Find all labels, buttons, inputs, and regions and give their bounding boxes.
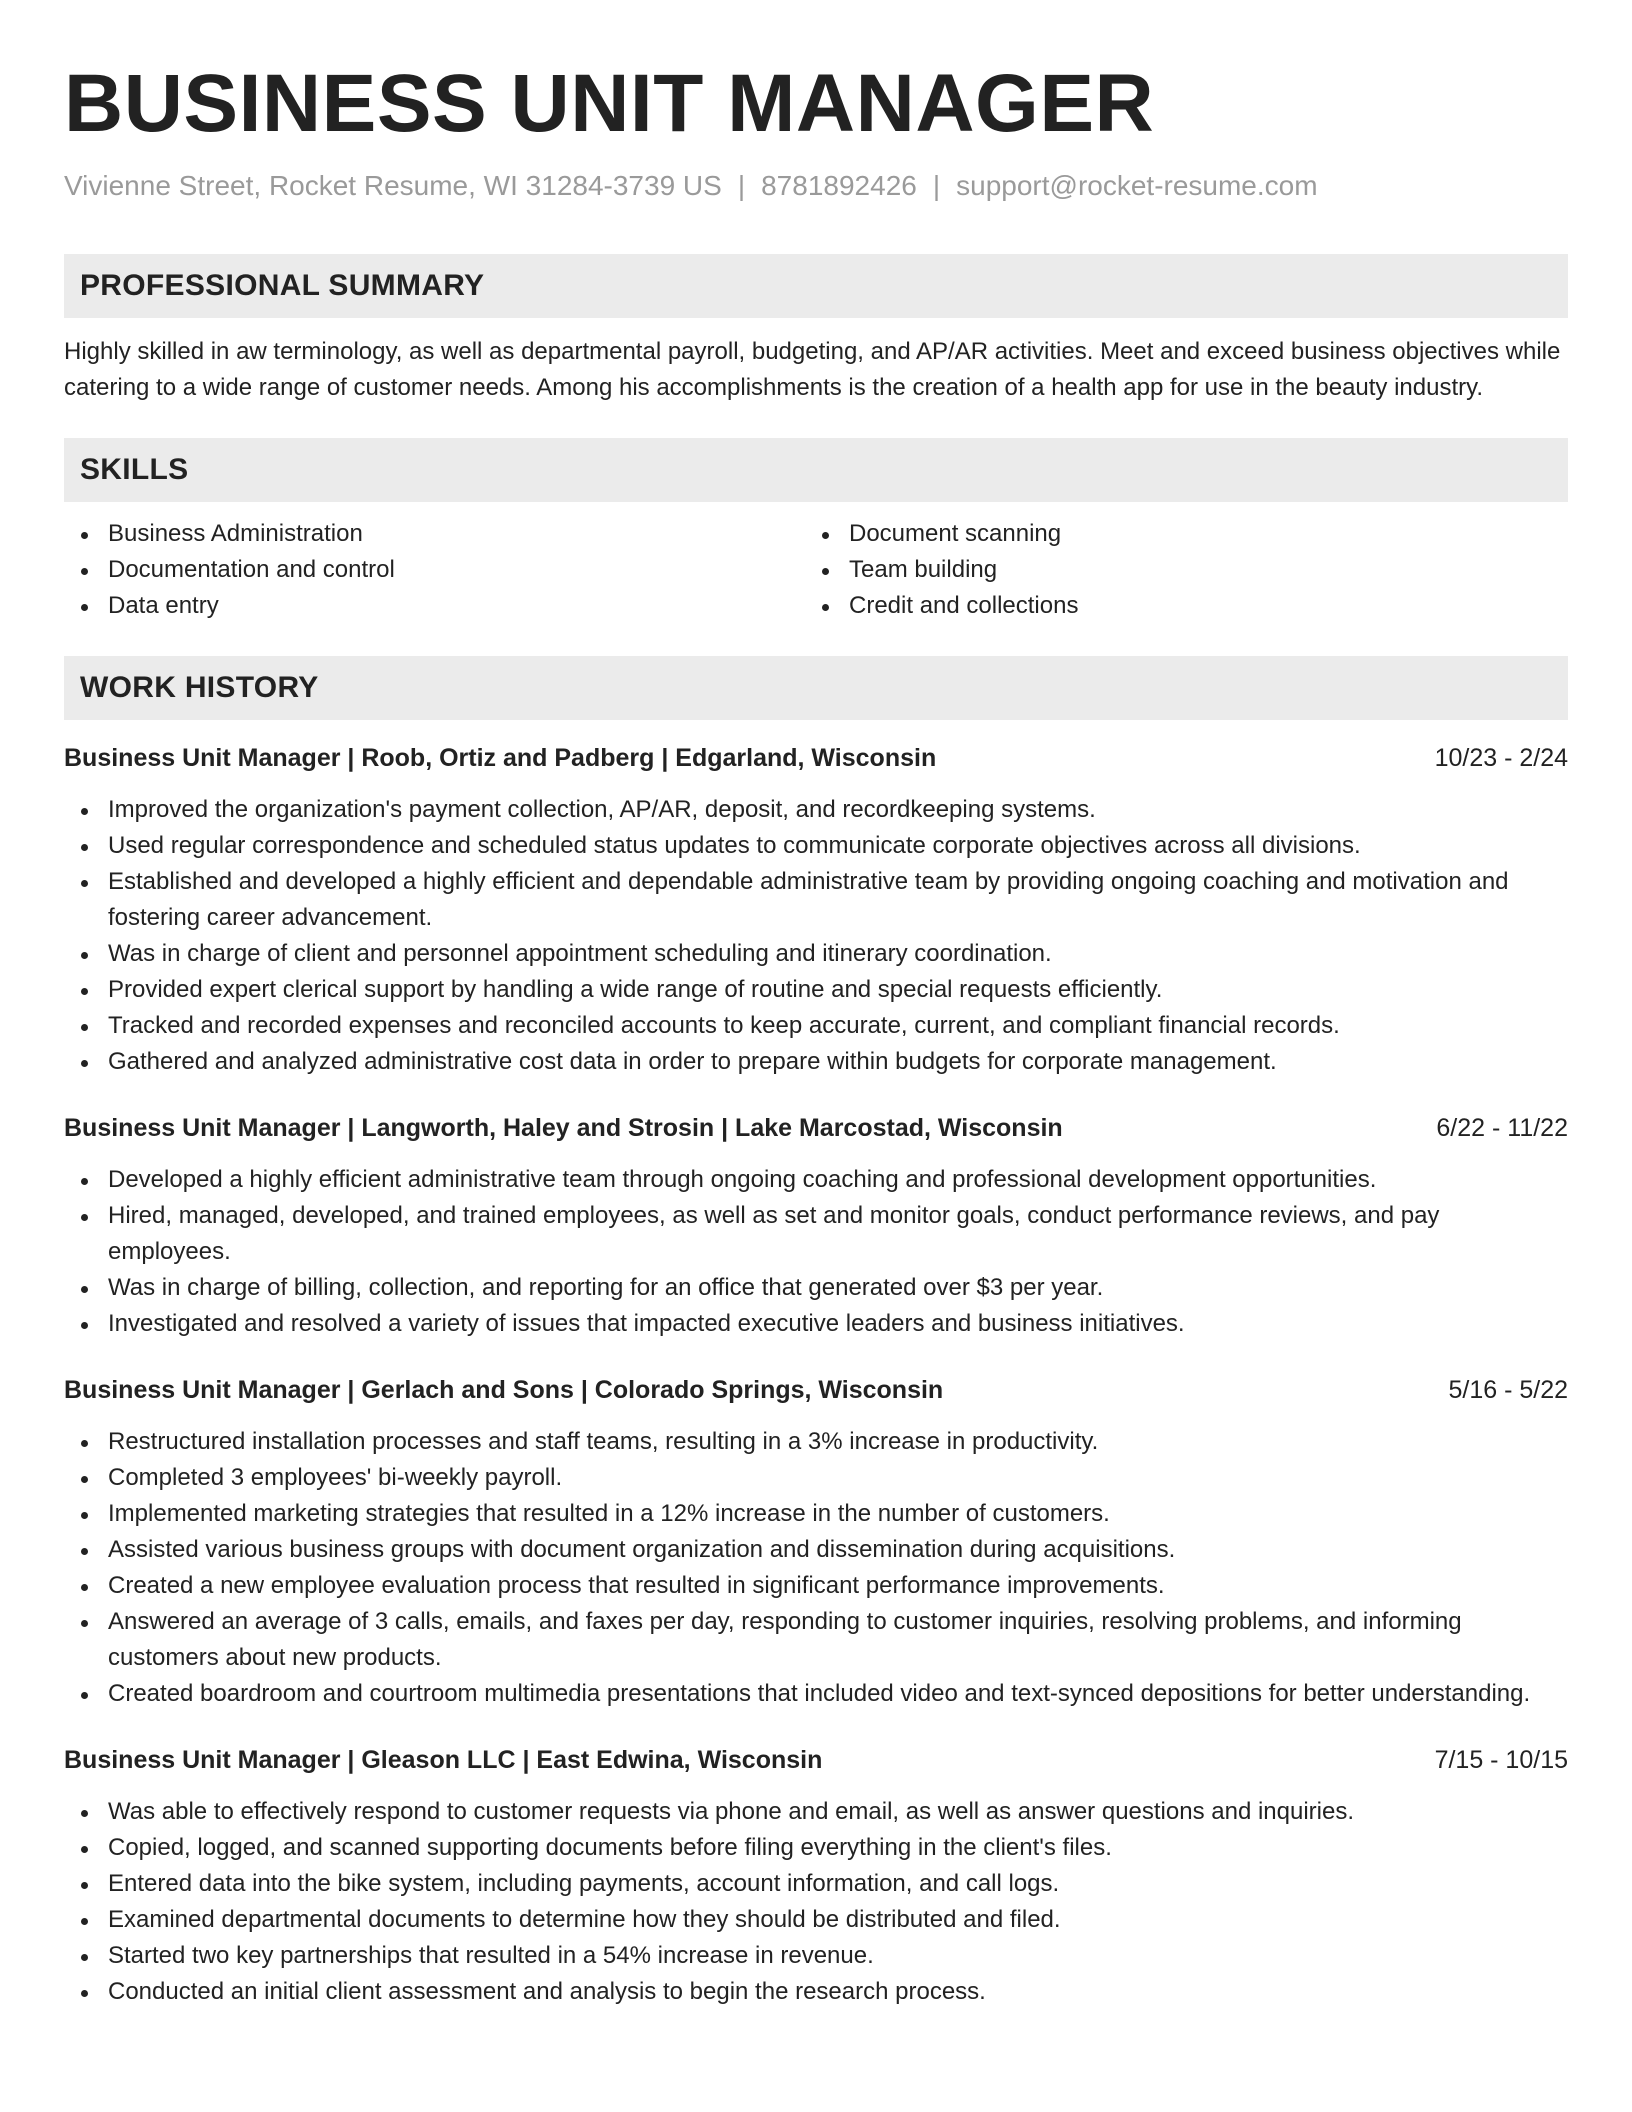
skill-item: Data entry xyxy=(64,588,805,624)
skill-item: Credit and collections xyxy=(805,588,1568,624)
job-entry xyxy=(64,740,1568,1080)
job-title: Business Unit Manager | Gleason LLC | East Edwina, Wisconsin xyxy=(64,1746,823,1774)
job-bullet: Copied, logged, and scanned supporting documents before filing everything in the client's files. xyxy=(64,1830,1568,1866)
job-bullet: Developed a highly efficient administrative team through ongoing coaching and professional development opportunities. xyxy=(64,1162,1568,1198)
contact-line xyxy=(64,168,1568,204)
summary-text: Highly skilled in aw terminology, as well as departmental payroll, budgeting, and AP/AR activities. Meet and exceed business objectives while catering to a wide range of customer needs. Among his accomplishments is the creation of a health app for use in the beauty industry. xyxy=(64,338,1561,401)
job-dates: 7/15 - 10/15 xyxy=(1434,1746,1568,1774)
job-bullet: Hired, managed, developed, and trained employees, as well as set and monitor goals, conduct performance reviews, and pay employees. xyxy=(64,1198,1568,1270)
skill-item: Documentation and control xyxy=(64,552,805,588)
job-bullet: Was in charge of billing, collection, and reporting for an office that generated over $3 per year. xyxy=(64,1270,1568,1306)
job-title: Business Unit Manager | Langworth, Haley and Strosin | Lake Marcostad, Wisconsin xyxy=(64,1114,1063,1142)
job-bullet: Assisted various business groups with document organization and dissemination during acquisitions. xyxy=(64,1532,1568,1568)
section-header-work-history: WORK HISTORY xyxy=(64,656,1568,720)
job-bullet: Provided expert clerical support by handling a wide range of routine and special requests efficiently. xyxy=(64,972,1568,1008)
skill-item: Business Administration xyxy=(64,516,805,552)
skills-list xyxy=(64,516,1568,624)
job-bullet: Was able to effectively respond to customer requests via phone and email, as well as answer questions and inquiries. xyxy=(64,1794,1568,1830)
job-title: Business Unit Manager | Gerlach and Sons | Colorado Springs, Wisconsin xyxy=(64,1376,944,1404)
skill-item: Team building xyxy=(805,552,1568,588)
contact-email: support@rocket-resume.com xyxy=(956,170,1318,201)
job-bullet: Started two key partnerships that resulted in a 54% increase in revenue. xyxy=(64,1938,1568,1974)
job-bullet: Restructured installation processes and staff teams, resulting in a 3% increase in productivity. xyxy=(64,1424,1568,1460)
job-bullets xyxy=(64,792,1568,1080)
skills-column-left xyxy=(64,516,805,624)
job-title: Business Unit Manager | Roob, Ortiz and Padberg | Edgarland, Wisconsin xyxy=(64,744,937,772)
job-bullet: Used regular correspondence and scheduled status updates to communicate corporate objectives across all divisions. xyxy=(64,828,1568,864)
job-bullet: Created boardroom and courtroom multimedia presentations that included video and text-synced depositions for better understanding. xyxy=(64,1676,1568,1712)
job-bullet: Tracked and recorded expenses and reconciled accounts to keep accurate, current, and compliant financial records. xyxy=(64,1008,1568,1044)
job-header xyxy=(64,1372,1568,1408)
section-header-summary: PROFESSIONAL SUMMARY xyxy=(64,254,1568,318)
skill-item: Document scanning xyxy=(805,516,1568,552)
contact-separator: | xyxy=(737,170,746,201)
job-bullets xyxy=(64,1424,1568,1712)
job-entry xyxy=(64,1372,1568,1712)
job-bullets xyxy=(64,1162,1568,1342)
job-entry xyxy=(64,1742,1568,2010)
job-bullet: Improved the organization's payment collection, AP/AR, deposit, and recordkeeping systems. xyxy=(64,792,1568,828)
job-bullet: Established and developed a highly efficient and dependable administrative team by providing ongoing coaching and motivation and fostering career advancement. xyxy=(64,864,1568,936)
job-header xyxy=(64,740,1568,776)
resume-title: BUSINESS UNIT MANAGER xyxy=(64,58,1155,149)
job-bullet: Implemented marketing strategies that resulted in a 12% increase in the number of customers. xyxy=(64,1496,1568,1532)
contact-phone: 8781892426 xyxy=(761,170,917,201)
job-bullet: Answered an average of 3 calls, emails, and faxes per day, responding to customer inquiries, resolving problems, and informing customers about new products. xyxy=(64,1604,1568,1676)
job-header xyxy=(64,1110,1568,1146)
job-bullet: Completed 3 employees' bi-weekly payroll. xyxy=(64,1460,1568,1496)
job-dates: 10/23 - 2/24 xyxy=(1434,744,1568,772)
job-bullets xyxy=(64,1794,1568,2010)
job-dates: 6/22 - 11/22 xyxy=(1436,1114,1568,1142)
job-bullet: Gathered and analyzed administrative cost data in order to prepare within budgets for corporate management. xyxy=(64,1044,1568,1080)
contact-address: Vivienne Street, Rocket Resume, WI 31284-3739 US xyxy=(64,170,722,201)
job-entry xyxy=(64,1110,1568,1342)
job-bullet: Investigated and resolved a variety of issues that impacted executive leaders and business initiatives. xyxy=(64,1306,1568,1342)
contact-separator: | xyxy=(932,170,941,201)
job-header xyxy=(64,1742,1568,1778)
job-bullet: Examined departmental documents to determine how they should be distributed and filed. xyxy=(64,1902,1568,1938)
job-dates: 5/16 - 5/22 xyxy=(1448,1376,1568,1404)
skills-column-right xyxy=(805,516,1568,624)
job-bullet: Created a new employee evaluation process that resulted in significant performance improvements. xyxy=(64,1568,1568,1604)
job-bullet: Was in charge of client and personnel appointment scheduling and itinerary coordination. xyxy=(64,936,1568,972)
job-bullet: Entered data into the bike system, including payments, account information, and call logs. xyxy=(64,1866,1568,1902)
job-bullet: Conducted an initial client assessment and analysis to begin the research process. xyxy=(64,1974,1568,2010)
section-header-skills: SKILLS xyxy=(64,438,1568,502)
